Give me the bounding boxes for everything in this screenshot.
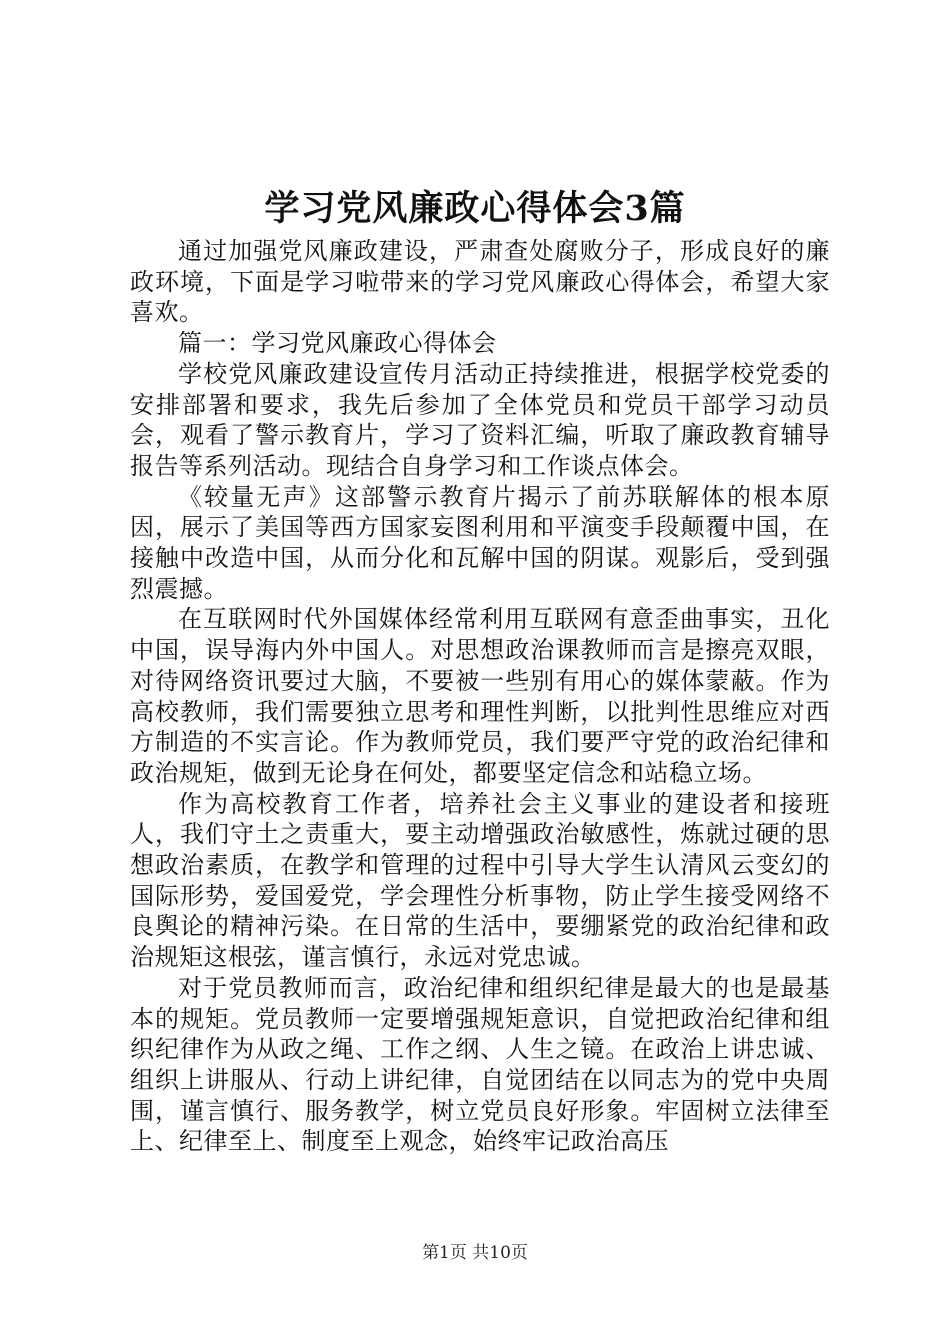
document-title: 学习党风廉政心得体会3篇 xyxy=(264,188,686,229)
body-paragraph: 学校党风廉政建设宣传月活动正持续推进，根据学校党委的安排部署和要求，我先后参加了全体党员和党员干部学习动员会，观看了警示教育片，学习了资料汇编，听取了廉政教育辅导报告等系列活动。现结合自身学习和工作谈点体会。 xyxy=(130,359,830,480)
body-paragraph: 《较量无声》这部警示教育片揭示了前苏联解体的根本原因，展示了美国等西方国家妄图利用和平演变手段颠覆中国，在接触中改造中国，从而分化和瓦解中国的阴谋。观影后，受到强烈震撼。 xyxy=(130,482,830,603)
page-number-footer: 第1页 共10页 xyxy=(422,1243,528,1263)
section-heading: 篇一：学习党风廉政心得体会 xyxy=(178,329,497,358)
body-paragraph: 对于党员教师而言，政治纪律和组织纪律是最大的也是最基本的规矩。党员教师一定要增强规矩意识，自觉把政治纪律和组织纪律作为从政之绳、工作之纲、人生之镜。在政治上讲忠诚、组织上讲服从、行动上讲纪律，自觉团结在以同志为的党中央周围，谨言慎行、服务教学，树立党员良好形象。牢固树立法律至上、纪律至上、制度至上观念，始终牢记政治高压 xyxy=(130,973,830,1156)
intro-paragraph: 通过加强党风廉政建设，严肃查处腐败分子，形成良好的廉政环境，下面是学习啦带来的学习党风廉政心得体会，希望大家喜欢。 xyxy=(130,237,830,327)
body-paragraph: 在互联网时代外国媒体经常利用互联网有意歪曲事实，丑化中国，误导海内外中国人。对思想政治课教师而言是擦亮双眼，对待网络资讯要过大脑，不要被一些别有用心的媒体蒙蔽。作为高校教师，我们需要独立思考和理性判断，以批判性思维应对西方制造的不实言论。作为教师党员，我们要严守党的政治纪律和政治规矩，做到无论身在何处，都要坚定信念和站稳立场。 xyxy=(130,605,830,787)
body-paragraph: 作为高校教育工作者，培养社会主义事业的建设者和接班人，我们守土之责重大，要主动增强政治敏感性，炼就过硬的思想政治素质，在教学和管理的过程中引导大学生认清风云变幻的国际形势，爱国爱党，学会理性分析事物，防止学生接受网络不良舆论的精神污染。在日常的生活中，要绷紧党的政治纪律和政治规矩这根弦，谨言慎行，永远对党忠诚。 xyxy=(130,789,830,972)
document-body xyxy=(130,236,830,1157)
